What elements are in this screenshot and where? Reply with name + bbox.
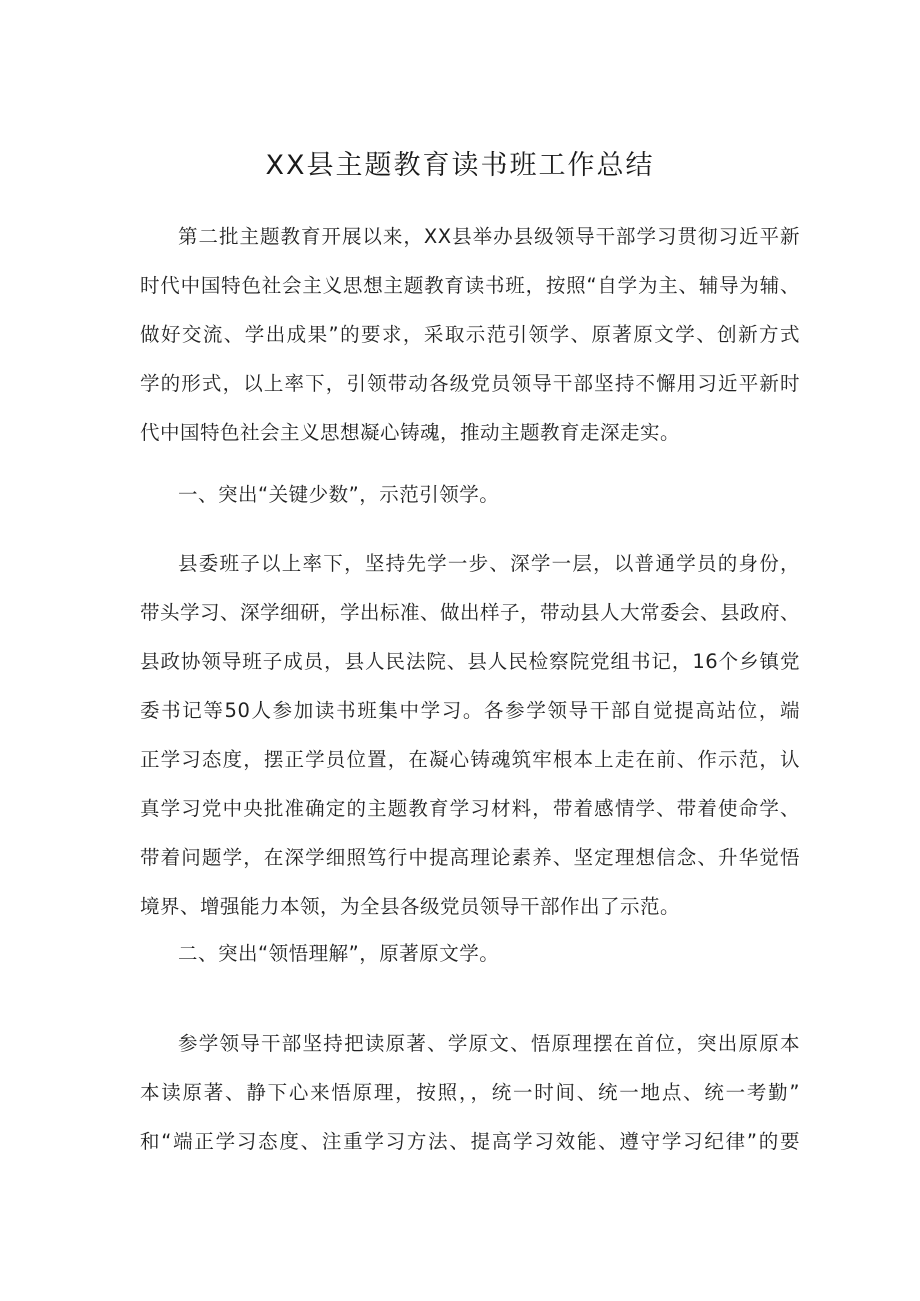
section-1-heading: 一、突出“关键少数”，示范引领学。 — [178, 483, 500, 506]
section-1-line-8: 境界、增强能力本领，为全县各级党员领导干部作出了示范。 — [140, 895, 681, 918]
section-1-line-3: 县政协领导班子成员，县人民法院、县人民检察院党组书记，16个乡镇党 — [140, 650, 800, 673]
section-1-line-6: 真学习党中央批准确定的主题教育学习材料，带着感情学、带着使命学、 — [140, 797, 800, 820]
document-title: XX县主题教育读书班工作总结 — [265, 150, 655, 181]
intro-line-1: 第二批主题教育开展以来，XX县举办县级领导干部学习贯彻习近平新 — [178, 225, 800, 248]
section-2-line-1: 参学领导干部坚持把读原著、学原文、悟原理摆在首位，突出原原本 — [178, 1032, 800, 1055]
intro-line-5: 代中国特色社会主义思想凝心铸魂，推动主题教育走深走实。 — [140, 421, 681, 444]
section-1-line-7: 带着问题学，在深学细照笃行中提高理论素养、坚定理想信念、升华觉悟 — [140, 846, 800, 869]
intro-line-3: 做好交流、学出成果”的要求，采取示范引领学、原著原文学、创新方式 — [140, 323, 800, 346]
intro-line-2: 时代中国特色社会主义思想主题教育读书班，按照“自学为主、辅导为辅、 — [140, 274, 800, 297]
section-2-line-3: 和“端正学习态度、注重学习方法、提高学习效能、遵守学习纪律”的要 — [140, 1130, 800, 1153]
section-1-line-5: 正学习态度，摆正学员位置，在凝心铸魂筑牢根本上走在前、作示范，认 — [140, 748, 800, 771]
section-2-heading: 二、突出“领悟理解”，原著原文学。 — [178, 942, 500, 965]
section-1-line-1: 县委班子以上率下，坚持先学一步、深学一层，以普通学员的身份， — [178, 552, 800, 575]
intro-line-4: 学的形式，以上率下，引领带动各级党员领导干部坚持不懈用习近平新时 — [140, 372, 800, 395]
section-2-line-2: 本读原著、静下心来悟原理，按照，，统一时间、统一地点、统一考勤” — [140, 1081, 800, 1104]
section-1-line-4: 委书记等50人参加读书班集中学习。各参学领导干部自觉提高站位，端 — [140, 699, 800, 722]
section-1-line-2: 带头学习、深学细研，学出标准、做出样子，带动县人大常委会、县政府、 — [140, 601, 801, 624]
